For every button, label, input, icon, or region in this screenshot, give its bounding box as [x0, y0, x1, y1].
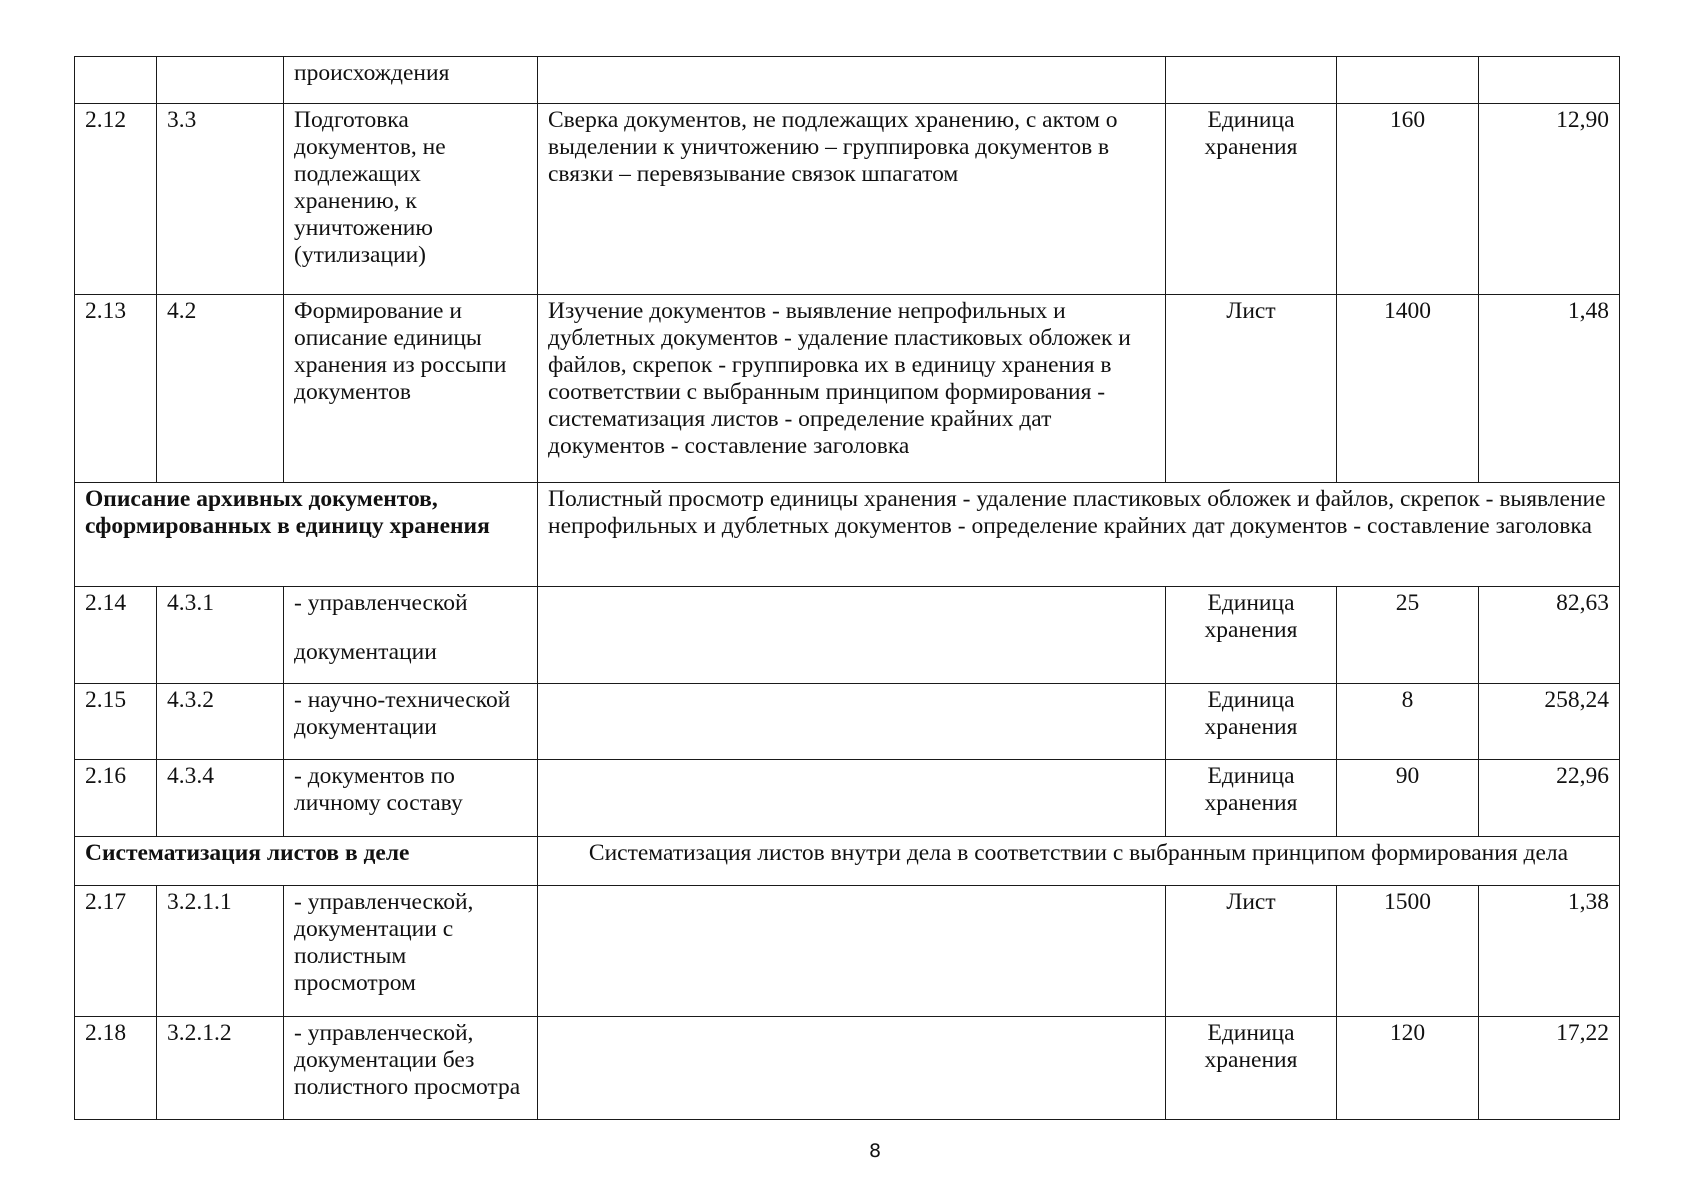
section-description: Систематизация листов внутри дела в соответствии с выбранным принципом формирования дела: [538, 837, 1620, 886]
row-number: 2.17: [75, 886, 157, 1017]
row-code: [157, 57, 284, 104]
table-row: [75, 295, 1620, 483]
table-row: [75, 587, 1620, 684]
row-number: 2.12: [75, 104, 157, 295]
norms-table: [74, 56, 1620, 1120]
row-norm: 17,22: [1479, 1017, 1620, 1120]
row-volume: 8: [1337, 684, 1479, 760]
row-norm: 82,63: [1479, 587, 1620, 684]
row-norm: 12,90: [1479, 104, 1620, 295]
section-row: [75, 837, 1620, 886]
row-name-line: документации: [294, 639, 437, 665]
row-name: - документов по личному составу: [284, 760, 538, 837]
row-name: [284, 587, 538, 684]
row-unit: [1166, 57, 1337, 104]
row-norm: 1,48: [1479, 295, 1620, 483]
row-name: - научно-технической документации: [284, 684, 538, 760]
table-row: [75, 104, 1620, 295]
row-code: 3.2.1.1: [157, 886, 284, 1017]
row-description: [538, 684, 1166, 760]
row-unit: Единица хранения: [1166, 587, 1337, 684]
row-description: [538, 886, 1166, 1017]
row-code: 4.3.1: [157, 587, 284, 684]
row-volume: 120: [1337, 1017, 1479, 1120]
row-name: - управленческой, документации с полистным просмотром: [284, 886, 538, 1017]
row-name: Подготовка документов, не подлежащих хранению, к уничтожению (утилизации): [284, 104, 538, 295]
row-description: [538, 760, 1166, 837]
page-number: 8: [868, 1140, 882, 1162]
table-row: [75, 684, 1620, 760]
table-row: [75, 886, 1620, 1017]
row-number: 2.16: [75, 760, 157, 837]
row-unit: Единица хранения: [1166, 684, 1337, 760]
row-number: 2.13: [75, 295, 157, 483]
row-description: [538, 587, 1166, 684]
row-unit: Лист: [1166, 295, 1337, 483]
row-unit: Единица хранения: [1166, 1017, 1337, 1120]
row-norm: [1479, 57, 1620, 104]
section-description: Полистный просмотр единицы хранения - удаление пластиковых обложек и файлов, скрепок - выявление непрофильных и дублетных документов - определение крайних дат документов - составление заголовка: [538, 483, 1620, 587]
row-description: [538, 1017, 1166, 1120]
row-number: [75, 57, 157, 104]
row-unit: Единица хранения: [1166, 104, 1337, 295]
row-description: [538, 57, 1166, 104]
row-volume: 160: [1337, 104, 1479, 295]
row-name-line: - управленческой: [294, 590, 468, 616]
row-code: 4.3.4: [157, 760, 284, 837]
table-row: [75, 1017, 1620, 1120]
row-name: происхождения: [284, 57, 538, 104]
row-code: 3.3: [157, 104, 284, 295]
row-number: 2.14: [75, 587, 157, 684]
row-norm: 1,38: [1479, 886, 1620, 1017]
table-row: [75, 760, 1620, 837]
row-description: Изучение документов - выявление непрофильных и дублетных документов - удаление пластиковых обложек и файлов, скрепок - группировка их в единицу хранения в соответствии с выбранным принципом формирования - систематизация листов - определение крайних дат документов - составление заголовка: [538, 295, 1166, 483]
row-volume: 1400: [1337, 295, 1479, 483]
row-code: 3.2.1.2: [157, 1017, 284, 1120]
row-number: 2.15: [75, 684, 157, 760]
table-row: [75, 57, 1620, 104]
row-name: Формирование и описание единицы хранения из россыпи документов: [284, 295, 538, 483]
section-title: Систематизация листов в деле: [75, 837, 538, 886]
row-unit: Единица хранения: [1166, 760, 1337, 837]
row-norm: 258,24: [1479, 684, 1620, 760]
section-title: Описание архивных документов, сформированных в единицу хранения: [75, 483, 538, 587]
row-unit: Лист: [1166, 886, 1337, 1017]
section-row: [75, 483, 1620, 587]
row-code: 4.2: [157, 295, 284, 483]
row-volume: 1500: [1337, 886, 1479, 1017]
row-description: Сверка документов, не подлежащих хранению, с актом о выделении к уничтожению – группировка документов в связки – перевязывание связок шпагатом: [538, 104, 1166, 295]
row-norm: 22,96: [1479, 760, 1620, 837]
row-volume: 90: [1337, 760, 1479, 837]
row-code: 4.3.2: [157, 684, 284, 760]
row-volume: [1337, 57, 1479, 104]
row-volume: 25: [1337, 587, 1479, 684]
row-name: - управленческой, документации без полистного просмотра: [284, 1017, 538, 1120]
row-number: 2.18: [75, 1017, 157, 1120]
